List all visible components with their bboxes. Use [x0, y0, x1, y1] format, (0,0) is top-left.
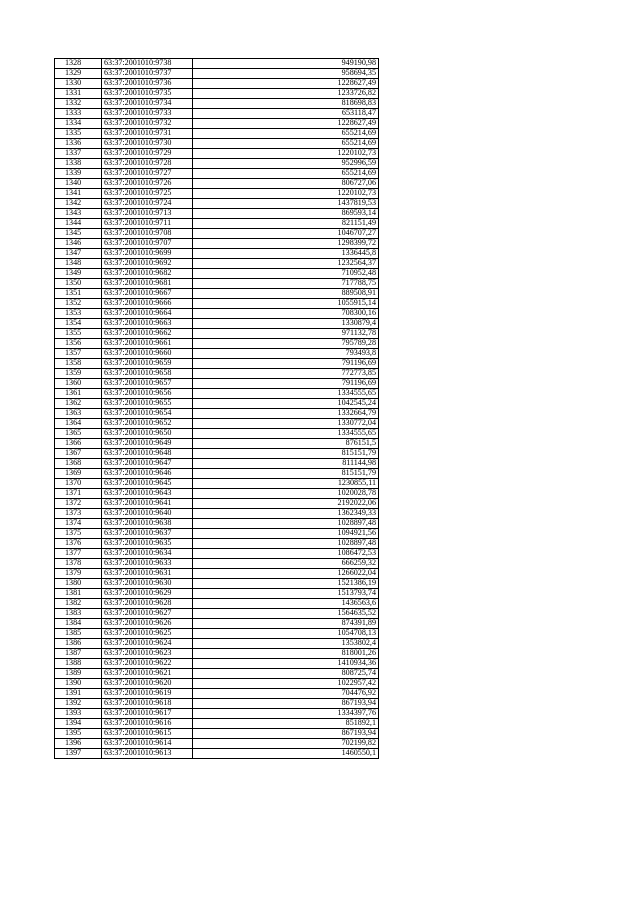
- cadastral-number-cell: 63:37:2001010:9643: [102, 489, 193, 499]
- table-row: [55, 619, 379, 629]
- amount-cell: 1220102,73: [193, 149, 379, 159]
- amount-cell: 971132,78: [193, 329, 379, 339]
- row-number-cell: 1372: [55, 499, 102, 509]
- table-row: [55, 389, 379, 399]
- amount-cell: 1055915,14: [193, 299, 379, 309]
- cadastral-number-cell: 63:37:2001010:9663: [102, 319, 193, 329]
- row-number-cell: 1354: [55, 319, 102, 329]
- table-row: [55, 329, 379, 339]
- table-row: [55, 549, 379, 559]
- amount-cell: 889508,91: [193, 289, 379, 299]
- table-row: [55, 599, 379, 609]
- amount-cell: 818001,26: [193, 649, 379, 659]
- cadastral-number-cell: 63:37:2001010:9662: [102, 329, 193, 339]
- cadastral-number-cell: 63:37:2001010:9614: [102, 739, 193, 749]
- table-row: [55, 469, 379, 479]
- cadastral-number-cell: 63:37:2001010:9667: [102, 289, 193, 299]
- table-row: [55, 479, 379, 489]
- table-row: [55, 289, 379, 299]
- table-row: [55, 159, 379, 169]
- cadastral-number-cell: 63:37:2001010:9655: [102, 399, 193, 409]
- cadastral-number-cell: 63:37:2001010:9635: [102, 539, 193, 549]
- cadastral-number-cell: 63:37:2001010:9734: [102, 99, 193, 109]
- amount-cell: 791196,69: [193, 379, 379, 389]
- cadastral-number-cell: 63:37:2001010:9731: [102, 129, 193, 139]
- row-number-cell: 1367: [55, 449, 102, 459]
- row-number-cell: 1331: [55, 89, 102, 99]
- amount-cell: 949190,98: [193, 59, 379, 69]
- amount-cell: 815151,79: [193, 449, 379, 459]
- row-number-cell: 1359: [55, 369, 102, 379]
- amount-cell: 958694,35: [193, 69, 379, 79]
- amount-cell: 815151,79: [193, 469, 379, 479]
- amount-cell: 708300,16: [193, 309, 379, 319]
- row-number-cell: 1330: [55, 79, 102, 89]
- table-row: [55, 669, 379, 679]
- cadastral-number-cell: 63:37:2001010:9622: [102, 659, 193, 669]
- table-row: [55, 279, 379, 289]
- row-number-cell: 1370: [55, 479, 102, 489]
- amount-cell: 1028897,48: [193, 519, 379, 529]
- table-row: [55, 189, 379, 199]
- table-row: [55, 69, 379, 79]
- row-number-cell: 1369: [55, 469, 102, 479]
- table-row: [55, 489, 379, 499]
- cadastral-number-cell: 63:37:2001010:9728: [102, 159, 193, 169]
- table-row: [55, 579, 379, 589]
- amount-cell: 1362349,33: [193, 509, 379, 519]
- table-row: [55, 319, 379, 329]
- row-number-cell: 1385: [55, 629, 102, 639]
- amount-cell: 1054708,13: [193, 629, 379, 639]
- cadastral-number-cell: 63:37:2001010:9658: [102, 369, 193, 379]
- table-row: [55, 689, 379, 699]
- amount-cell: 1298399,72: [193, 239, 379, 249]
- amount-cell: 655214,69: [193, 169, 379, 179]
- cadastral-number-cell: 63:37:2001010:9652: [102, 419, 193, 429]
- cadastral-number-cell: 63:37:2001010:9616: [102, 719, 193, 729]
- amount-cell: 808725,74: [193, 669, 379, 679]
- row-number-cell: 1374: [55, 519, 102, 529]
- amount-cell: 851892,1: [193, 719, 379, 729]
- table-row: [55, 169, 379, 179]
- row-number-cell: 1356: [55, 339, 102, 349]
- table-row: [55, 519, 379, 529]
- amount-cell: 1330879,4: [193, 319, 379, 329]
- table-row: [55, 539, 379, 549]
- cadastral-number-cell: 63:37:2001010:9735: [102, 89, 193, 99]
- row-number-cell: 1337: [55, 149, 102, 159]
- table-row: [55, 629, 379, 639]
- table-row: [55, 719, 379, 729]
- table-row: [55, 239, 379, 249]
- table-row: [55, 139, 379, 149]
- row-number-cell: 1381: [55, 589, 102, 599]
- cadastral-number-cell: 63:37:2001010:9645: [102, 479, 193, 489]
- amount-cell: 666259,32: [193, 559, 379, 569]
- row-number-cell: 1364: [55, 419, 102, 429]
- row-number-cell: 1391: [55, 689, 102, 699]
- row-number-cell: 1377: [55, 549, 102, 559]
- amount-cell: 1086472,53: [193, 549, 379, 559]
- amount-cell: 1334555,65: [193, 389, 379, 399]
- cadastral-number-cell: 63:37:2001010:9682: [102, 269, 193, 279]
- row-number-cell: 1375: [55, 529, 102, 539]
- amount-cell: 1028897,48: [193, 539, 379, 549]
- amount-cell: 1232564,37: [193, 259, 379, 269]
- amount-cell: 1513793,74: [193, 589, 379, 599]
- table-row: [55, 449, 379, 459]
- table-row: [55, 509, 379, 519]
- table-row: [55, 569, 379, 579]
- cadastral-number-cell: 63:37:2001010:9707: [102, 239, 193, 249]
- cadastral-number-cell: 63:37:2001010:9637: [102, 529, 193, 539]
- cadastral-number-cell: 63:37:2001010:9633: [102, 559, 193, 569]
- cadastral-number-cell: 63:37:2001010:9656: [102, 389, 193, 399]
- table-row: [55, 729, 379, 739]
- cadastral-number-cell: 63:37:2001010:9659: [102, 359, 193, 369]
- table-row: [55, 249, 379, 259]
- cadastral-number-cell: 63:37:2001010:9660: [102, 349, 193, 359]
- table-row: [55, 229, 379, 239]
- cadastral-number-cell: 63:37:2001010:9654: [102, 409, 193, 419]
- amount-cell: 1332664,79: [193, 409, 379, 419]
- table-row: [55, 679, 379, 689]
- row-number-cell: 1346: [55, 239, 102, 249]
- cadastral-number-cell: 63:37:2001010:9699: [102, 249, 193, 259]
- amount-cell: 1564635,52: [193, 609, 379, 619]
- amount-cell: 655214,69: [193, 139, 379, 149]
- table-body: [55, 59, 379, 759]
- row-number-cell: 1376: [55, 539, 102, 549]
- table-row: [55, 99, 379, 109]
- row-number-cell: 1366: [55, 439, 102, 449]
- amount-cell: 952996,59: [193, 159, 379, 169]
- row-number-cell: 1378: [55, 559, 102, 569]
- amount-cell: 867193,94: [193, 699, 379, 709]
- row-number-cell: 1349: [55, 269, 102, 279]
- cadastral-number-cell: 63:37:2001010:9708: [102, 229, 193, 239]
- row-number-cell: 1371: [55, 489, 102, 499]
- table-row: [55, 179, 379, 189]
- amount-cell: 811144,98: [193, 459, 379, 469]
- amount-cell: 1330772,04: [193, 419, 379, 429]
- table-row: [55, 589, 379, 599]
- cadastral-number-cell: 63:37:2001010:9634: [102, 549, 193, 559]
- cadastral-number-cell: 63:37:2001010:9713: [102, 209, 193, 219]
- table-row: [55, 559, 379, 569]
- amount-cell: 795789,28: [193, 339, 379, 349]
- row-number-cell: 1361: [55, 389, 102, 399]
- amount-cell: 1233726,82: [193, 89, 379, 99]
- cadastral-number-cell: 63:37:2001010:9618: [102, 699, 193, 709]
- cadastral-number-cell: 63:37:2001010:9640: [102, 509, 193, 519]
- table-row: [55, 79, 379, 89]
- amount-cell: 1334555,65: [193, 429, 379, 439]
- cadastral-number-cell: 63:37:2001010:9730: [102, 139, 193, 149]
- table-row: [55, 199, 379, 209]
- cadastral-number-cell: 63:37:2001010:9626: [102, 619, 193, 629]
- table-row: [55, 299, 379, 309]
- table-row: [55, 209, 379, 219]
- row-number-cell: 1388: [55, 659, 102, 669]
- cadastral-number-cell: 63:37:2001010:9729: [102, 149, 193, 159]
- row-number-cell: 1345: [55, 229, 102, 239]
- cadastral-number-cell: 63:37:2001010:9638: [102, 519, 193, 529]
- cadastral-number-cell: 63:37:2001010:9641: [102, 499, 193, 509]
- cadastral-number-cell: 63:37:2001010:9666: [102, 299, 193, 309]
- row-number-cell: 1358: [55, 359, 102, 369]
- row-number-cell: 1384: [55, 619, 102, 629]
- table-row: [55, 639, 379, 649]
- cadastral-number-cell: 63:37:2001010:9725: [102, 189, 193, 199]
- cadastral-number-cell: 63:37:2001010:9613: [102, 749, 193, 759]
- amount-cell: 1436563,6: [193, 599, 379, 609]
- cadastral-number-cell: 63:37:2001010:9738: [102, 59, 193, 69]
- row-number-cell: 1379: [55, 569, 102, 579]
- cadastral-number-cell: 63:37:2001010:9619: [102, 689, 193, 699]
- amount-cell: 876151,5: [193, 439, 379, 449]
- cadastral-number-cell: 63:37:2001010:9624: [102, 639, 193, 649]
- cadastral-number-cell: 63:37:2001010:9736: [102, 79, 193, 89]
- table-row: [55, 419, 379, 429]
- row-number-cell: 1392: [55, 699, 102, 709]
- amount-cell: 806727,06: [193, 179, 379, 189]
- amount-cell: 1228627,49: [193, 119, 379, 129]
- cadastral-number-cell: 63:37:2001010:9621: [102, 669, 193, 679]
- table-row: [55, 749, 379, 759]
- row-number-cell: 1395: [55, 729, 102, 739]
- table-row: [55, 259, 379, 269]
- amount-cell: 874391,89: [193, 619, 379, 629]
- row-number-cell: 1397: [55, 749, 102, 759]
- row-number-cell: 1394: [55, 719, 102, 729]
- amount-cell: 793493,8: [193, 349, 379, 359]
- cadastral-number-cell: 63:37:2001010:9617: [102, 709, 193, 719]
- cadastral-number-cell: 63:37:2001010:9631: [102, 569, 193, 579]
- table-row: [55, 269, 379, 279]
- table-row: [55, 399, 379, 409]
- row-number-cell: 1353: [55, 309, 102, 319]
- table-row: [55, 359, 379, 369]
- amount-cell: 1460550,1: [193, 749, 379, 759]
- row-number-cell: 1373: [55, 509, 102, 519]
- row-number-cell: 1386: [55, 639, 102, 649]
- amount-cell: 717788,75: [193, 279, 379, 289]
- row-number-cell: 1382: [55, 599, 102, 609]
- amount-cell: 1336445,8: [193, 249, 379, 259]
- row-number-cell: 1362: [55, 399, 102, 409]
- amount-cell: 1094921,56: [193, 529, 379, 539]
- row-number-cell: 1360: [55, 379, 102, 389]
- cadastral-number-cell: 63:37:2001010:9628: [102, 599, 193, 609]
- cadastral-number-cell: 63:37:2001010:9692: [102, 259, 193, 269]
- row-number-cell: 1332: [55, 99, 102, 109]
- cadastral-number-cell: 63:37:2001010:9737: [102, 69, 193, 79]
- cadastral-number-cell: 63:37:2001010:9646: [102, 469, 193, 479]
- cadastral-number-cell: 63:37:2001010:9726: [102, 179, 193, 189]
- row-number-cell: 1340: [55, 179, 102, 189]
- cadastral-number-cell: 63:37:2001010:9711: [102, 219, 193, 229]
- table-row: [55, 409, 379, 419]
- row-number-cell: 1390: [55, 679, 102, 689]
- row-number-cell: 1343: [55, 209, 102, 219]
- table-row: [55, 369, 379, 379]
- amount-cell: 1022957,42: [193, 679, 379, 689]
- amount-cell: 710952,48: [193, 269, 379, 279]
- amount-cell: 1521386,19: [193, 579, 379, 589]
- amount-cell: 1437819,53: [193, 199, 379, 209]
- table-row: [55, 499, 379, 509]
- cadastral-number-cell: 63:37:2001010:9623: [102, 649, 193, 659]
- row-number-cell: 1334: [55, 119, 102, 129]
- amount-cell: 1410934,36: [193, 659, 379, 669]
- cadastral-number-cell: 63:37:2001010:9648: [102, 449, 193, 459]
- table-row: [55, 349, 379, 359]
- table-row: [55, 739, 379, 749]
- cadastral-number-cell: 63:37:2001010:9661: [102, 339, 193, 349]
- cadastral-number-cell: 63:37:2001010:9649: [102, 439, 193, 449]
- row-number-cell: 1336: [55, 139, 102, 149]
- table-row: [55, 379, 379, 389]
- table-row: [55, 129, 379, 139]
- table-row: [55, 439, 379, 449]
- table-row: [55, 709, 379, 719]
- row-number-cell: 1357: [55, 349, 102, 359]
- table-row: [55, 459, 379, 469]
- amount-cell: 1042545,24: [193, 399, 379, 409]
- row-number-cell: 1338: [55, 159, 102, 169]
- table-row: [55, 529, 379, 539]
- cadastral-number-cell: 63:37:2001010:9630: [102, 579, 193, 589]
- cadastral-number-cell: 63:37:2001010:9627: [102, 609, 193, 619]
- table-row: [55, 219, 379, 229]
- amount-cell: 655214,69: [193, 129, 379, 139]
- row-number-cell: 1341: [55, 189, 102, 199]
- amount-cell: 791196,69: [193, 359, 379, 369]
- row-number-cell: 1383: [55, 609, 102, 619]
- row-number-cell: 1344: [55, 219, 102, 229]
- amount-cell: 1220102,73: [193, 189, 379, 199]
- amount-cell: 869593,14: [193, 209, 379, 219]
- row-number-cell: 1363: [55, 409, 102, 419]
- table-row: [55, 649, 379, 659]
- cadastral-number-cell: 63:37:2001010:9732: [102, 119, 193, 129]
- table-row: [55, 699, 379, 709]
- amount-cell: 1334397,76: [193, 709, 379, 719]
- row-number-cell: 1351: [55, 289, 102, 299]
- table-row: [55, 149, 379, 159]
- cadastral-number-cell: 63:37:2001010:9733: [102, 109, 193, 119]
- cadastral-number-cell: 63:37:2001010:9727: [102, 169, 193, 179]
- row-number-cell: 1389: [55, 669, 102, 679]
- cadastral-number-cell: 63:37:2001010:9650: [102, 429, 193, 439]
- amount-cell: 1228627,49: [193, 79, 379, 89]
- cadastral-number-cell: 63:37:2001010:9681: [102, 279, 193, 289]
- amount-cell: 772773,85: [193, 369, 379, 379]
- amount-cell: 653118,47: [193, 109, 379, 119]
- amount-cell: 1230855,11: [193, 479, 379, 489]
- row-number-cell: 1339: [55, 169, 102, 179]
- amount-cell: 1020028,78: [193, 489, 379, 499]
- row-number-cell: 1387: [55, 649, 102, 659]
- row-number-cell: 1335: [55, 129, 102, 139]
- cadastral-number-cell: 63:37:2001010:9647: [102, 459, 193, 469]
- row-number-cell: 1368: [55, 459, 102, 469]
- cadastral-number-cell: 63:37:2001010:9657: [102, 379, 193, 389]
- cadastral-number-cell: 63:37:2001010:9620: [102, 679, 193, 689]
- table-row: [55, 89, 379, 99]
- amount-cell: 702199,82: [193, 739, 379, 749]
- row-number-cell: 1350: [55, 279, 102, 289]
- row-number-cell: 1380: [55, 579, 102, 589]
- table-row: [55, 119, 379, 129]
- amount-cell: 821151,49: [193, 219, 379, 229]
- amount-cell: 1046707,27: [193, 229, 379, 239]
- amount-cell: 1266022,04: [193, 569, 379, 579]
- row-number-cell: 1333: [55, 109, 102, 119]
- amount-cell: 867193,94: [193, 729, 379, 739]
- cadastral-number-cell: 63:37:2001010:9615: [102, 729, 193, 739]
- amount-cell: 704476,92: [193, 689, 379, 699]
- row-number-cell: 1329: [55, 69, 102, 79]
- table-row: [55, 309, 379, 319]
- row-number-cell: 1352: [55, 299, 102, 309]
- amount-cell: 1353802,4: [193, 639, 379, 649]
- row-number-cell: 1396: [55, 739, 102, 749]
- cadastral-number-cell: 63:37:2001010:9724: [102, 199, 193, 209]
- row-number-cell: 1347: [55, 249, 102, 259]
- row-number-cell: 1393: [55, 709, 102, 719]
- table-row: [55, 429, 379, 439]
- row-number-cell: 1355: [55, 329, 102, 339]
- cadastral-number-cell: 63:37:2001010:9664: [102, 309, 193, 319]
- row-number-cell: 1342: [55, 199, 102, 209]
- cadastral-number-cell: 63:37:2001010:9629: [102, 589, 193, 599]
- row-number-cell: 1328: [55, 59, 102, 69]
- data-table: [54, 58, 379, 759]
- table-row: [55, 659, 379, 669]
- row-number-cell: 1348: [55, 259, 102, 269]
- amount-cell: 2192022,06: [193, 499, 379, 509]
- row-number-cell: 1365: [55, 429, 102, 439]
- table-row: [55, 609, 379, 619]
- table-row: [55, 59, 379, 69]
- amount-cell: 818698,83: [193, 99, 379, 109]
- table-row: [55, 109, 379, 119]
- cadastral-number-cell: 63:37:2001010:9625: [102, 629, 193, 639]
- table-row: [55, 339, 379, 349]
